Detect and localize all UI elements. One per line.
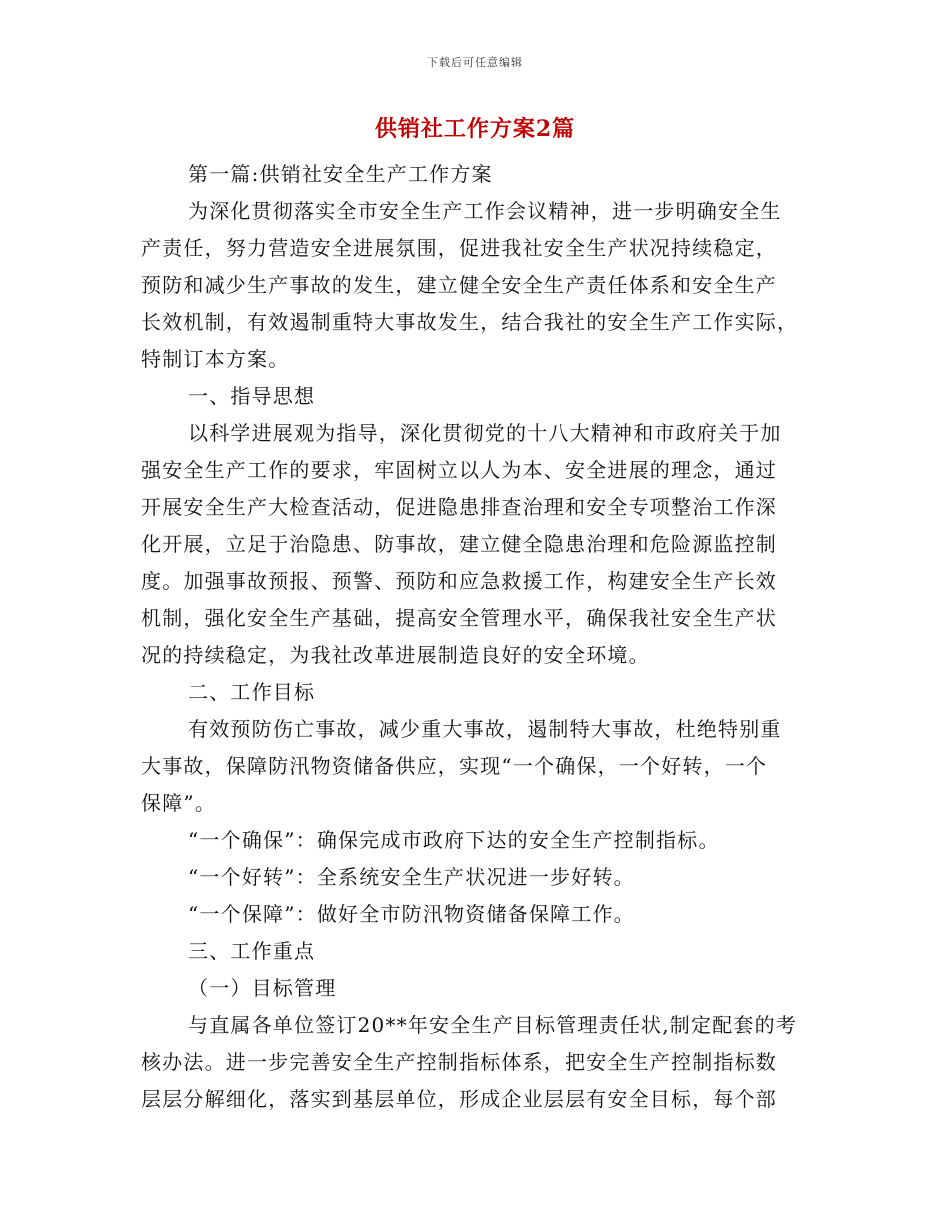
body-line: 与直属各单位签订20**年安全生产目标管理责任状,制定配套的考 [188,1013,798,1037]
body-line: 层层分解细化，落实到基层单位，形成企业层层有安全目标，每个部 [141,1087,777,1111]
section-heading: 二、工作目标 [188,680,316,704]
body-line: 特制订本方案。 [141,347,290,371]
body-line: 预防和减少生产事故的发生，建立健全安全生产责任体系和安全生产 [141,273,777,297]
body-line: 开展安全生产大检查活动，促进隐患排查治理和安全专项整治工作深 [141,495,777,519]
body-line: 产责任，努力营造安全进展氛围，促进我社安全生产状况持续稳定， [141,236,777,260]
body-line: 核办法。进一步完善安全生产控制指标体系，把安全生产控制指标数 [141,1050,777,1074]
body-line: 以科学进展观为指导，深化贯彻党的十八大精神和市政府关于加 [188,421,782,445]
document-title: 供销社工作方案2篇 [374,116,576,142]
body-line: 况的持续稳定，为我社改革进展制造良好的安全环境。 [141,643,650,667]
body-line: 机制，强化安全生产基础，提高安全管理水平，确保我社安全生产状 [141,606,777,630]
body-line: “一个好转”：全系统安全生产状况进一步好转。 [188,865,635,889]
body-line: 为深化贯彻落实全市安全生产工作会议精神，进一步明确安全生 [188,199,782,223]
body-line: 大事故，保障防汛物资储备供应，实现“一个确保，一个好转，一个 [141,754,768,778]
body-line: “一个确保”：确保完成市政府下达的安全生产控制指标。 [188,828,720,852]
body-line: 化开展，立足于治隐患、防事故，建立健全隐患治理和危险源监控制 [141,532,777,556]
document-body [141,156,805,1118]
body-line: 强安全生产工作的要求，牢固树立以人为本、安全进展的理念，通过 [141,458,777,482]
body-line: “一个保障”：做好全市防汛物资储备保障工作。 [188,902,635,926]
body-line: 有效预防伤亡事故，减少重大事故，遏制特大事故，杜绝特别重 [188,717,782,741]
section-heading: 一、指导思想 [188,384,316,408]
body-line: 度。加强事故预报、预警、预防和应急救援工作，构建安全生产长效 [141,569,777,593]
subsection-heading: （一）目标管理 [188,976,337,1000]
body-line: 第一篇:供销社安全生产工作方案 [188,162,493,186]
section-heading: 三、工作重点 [188,939,316,963]
header-note: 下载后可任意编辑 [427,56,523,69]
body-line: 保障”。 [141,791,217,815]
body-line: 长效机制，有效遏制重特大事故发生，结合我社的安全生产工作实际， [141,310,799,334]
